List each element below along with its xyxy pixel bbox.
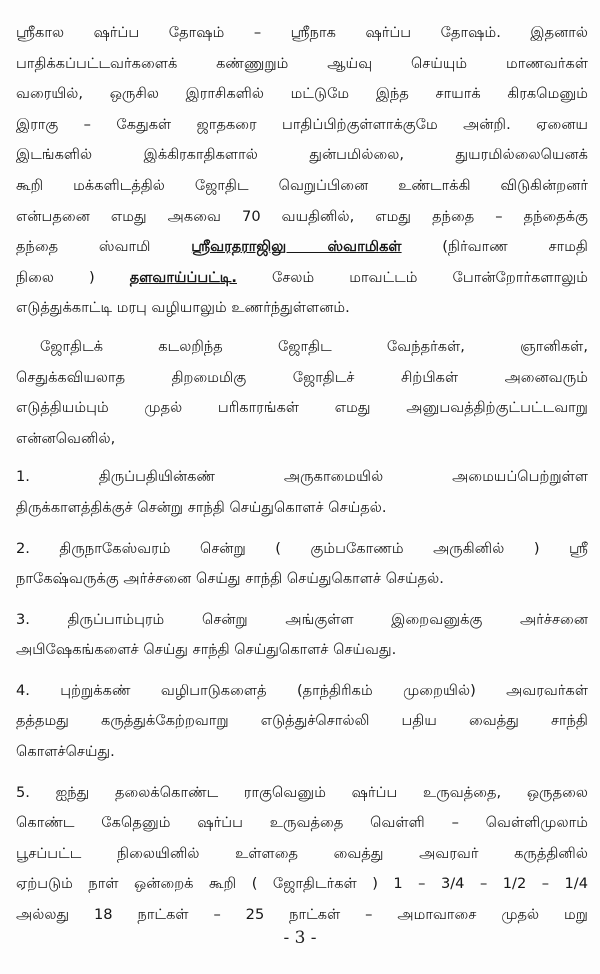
paragraph-remedies-intro [16,332,588,454]
text-line: இராகு – கேதுகள் ஜாதகரை பாதிப்பிற்குள்ளாக்குமே அன்றி. ஏனைய [16,115,588,133]
text-fragment: சேலம் மாவட்டம் போன்றோர்களாலும் [236,268,588,286]
paragraph-intro [16,18,588,324]
text-fragment: நிலை ) [16,268,130,286]
text-line: பூசப்பட்ட நிலையினில் உள்ளதை வைத்து அவரவர் கருத்தினில் [16,844,588,862]
text-line: திருக்காளத்திக்குச் சென்று சாந்தி செய்துகொளச் செய்தல். [16,498,387,516]
text-line: என்பதனை எமது அகவை 70 வயதினில், எமது தந்தை – தந்தைக்கு [16,207,588,225]
text-line: பாதிக்கப்பட்டவர்களைக் கண்ணுறும் ஆய்வு செய்யும் மாணவர்கள் [16,54,588,72]
text-fragment: தந்தை ஸ்வாமி [16,238,192,256]
text-line: கொண்ட கேதெனும் ஷர்ப்ப உருவத்தை வெள்ளி – வெள்ளிமுலாம் [16,814,588,832]
body-text [16,18,588,931]
page-number: - 3 - [283,928,317,948]
text-line: கொளச்செய்து. [16,743,115,761]
guru-name: ஸ்ரீவரதராஜிலு ஸ்வாமிகள் [191,238,402,256]
text-line: எடுத்தியம்பும் முதல் பரிகாரங்கள் எமது அனுபவத்திற்குட்பட்டவாறு [16,399,588,417]
remedy-item-2 [16,534,588,595]
text-line: 3. திருப்பாம்புரம் சென்று அங்குள்ள இறைவனுக்கு அர்ச்சனை [16,610,588,628]
text-line: செதுக்கவியலாத திறமைமிகு ஜோதிடச் சிற்பிகள் அனைவரும் [16,368,588,386]
remedy-item-3 [16,605,588,666]
text-line: அல்லது 18 நாட்கள் – 25 நாட்கள் – அமாவாசை முதல் மறு [16,906,588,924]
text-fragment: (நிர்வாண சாமதி [401,238,588,256]
place-name: தளவாய்ப்பட்டி. [129,268,237,286]
text-line [16,232,588,263]
text-line: அபிஷேகங்களைச் செய்து சாந்தி செய்துகொளச் செய்வது. [16,641,397,659]
text-line: ஸ்ரீகால ஷர்ப்ப தோஷம் – ஸ்ரீநாக ஷர்ப்ப தோஷம். இதனால் [16,24,588,41]
text-line: 5. ஐந்து தலைக்கொண்ட ராகுவெனும் ஷர்ப்ப உருவத்தை, ஒருதலை [16,783,588,801]
remedy-item-5 [16,778,588,931]
text-line: நாகேஷ்வருக்கு அர்ச்சனை செய்து சாந்தி செய்துகொளச் செய்தல். [16,570,444,588]
remedy-item-4 [16,676,588,768]
text-line: வரையில், ஒருசில இராசிகளில் மட்டுமே இந்த சாயாக் கிரகமெனும் [16,85,588,103]
text-line: கூறி மக்களிடத்தில் ஜோதிட வெறுப்பினை உண்டாக்கி விடுகின்றனர் [16,176,588,194]
text-line: 1. திருப்பதியின்கண் அருகாமையில் அமையப்பெற்றுள்ள [16,468,588,486]
text-line: என்னவெனில், [16,429,116,447]
text-line: இடங்களில் இக்கிரகாதிகளால் துன்பமில்லை, துயரமில்லையெனக் [16,146,588,164]
text-line: தத்தமது கருத்துக்கேற்றவாறு எடுத்துச்சொல்லி பதிய வைத்து சாந்தி [16,712,588,730]
text-line: ஜோதிடக் கடலறிந்த ஜோதிட வேந்தர்கள், ஞானிகள், [40,337,588,355]
remedy-item-1 [16,462,588,523]
text-line [16,263,588,294]
text-line: 4. புற்றுக்கண் வழிபாடுகளைத் (தாந்திரிகம் முறையில்) அவரவர்கள் [16,681,588,699]
text-line: ஏற்படும் நாள் ஒன்றைக் கூறி ( ஜோதிடர்கள் ) 1 – 3/4 – 1/2 – 1/4 [16,875,588,893]
text-line: எடுத்துக்காட்டி மரபு வழியாலும் உணர்ந்துள்ளனம். [16,299,350,317]
text-line: 2. திருநாகேஸ்வரம் சென்று ( கும்பகோணம் அருகினில் ) ஸ்ரீ [16,539,588,557]
